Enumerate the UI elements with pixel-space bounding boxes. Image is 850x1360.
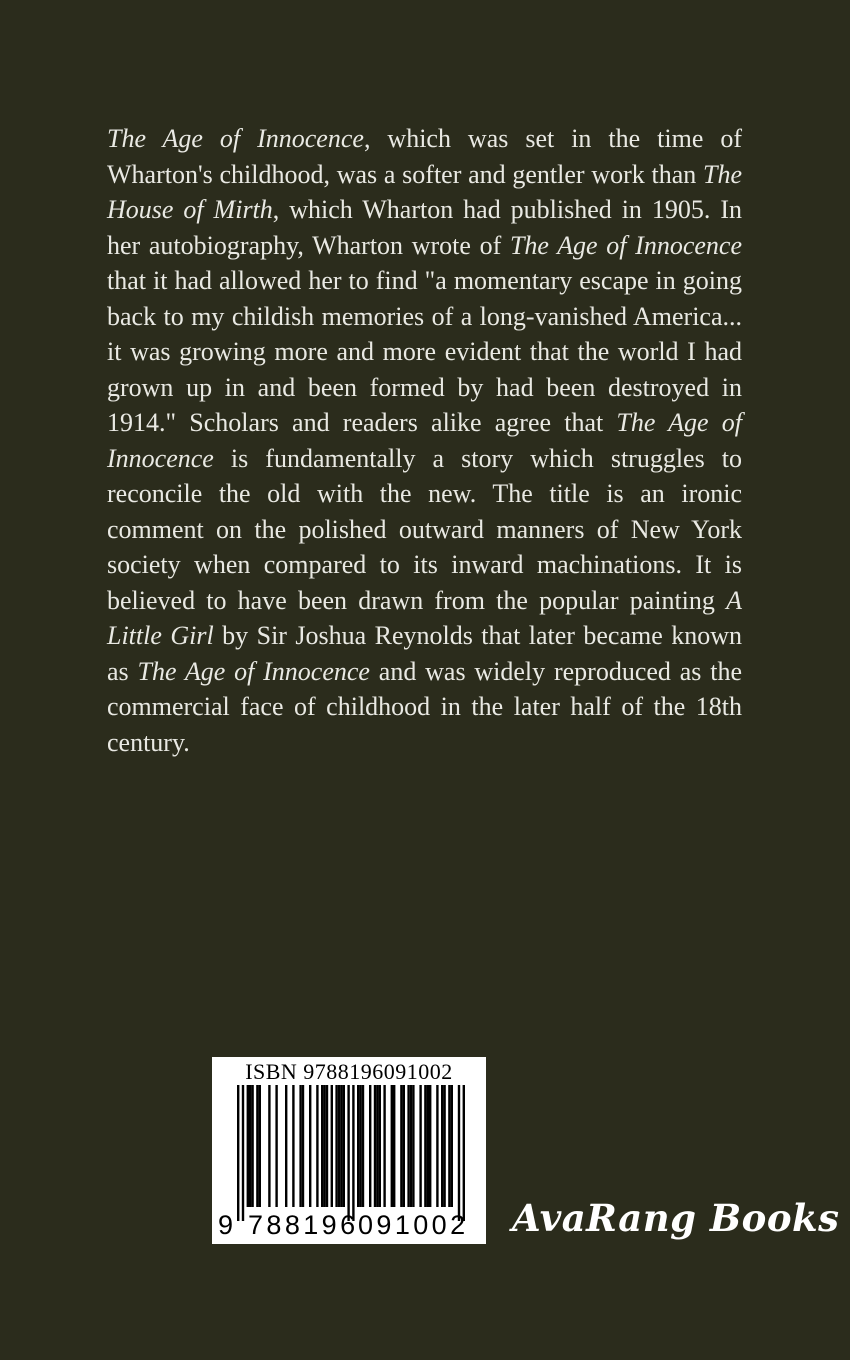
barcode-bar	[340, 1085, 342, 1207]
blurb-text: is fundamentally a story which struggles to reconcile the old with the new. The title is an ironic comment on the polished outward manners of New York society when compared to its inward machinations. It is believed to have been drawn from the popular painting	[107, 443, 742, 615]
barcode-bar	[285, 1085, 287, 1207]
blurb-text: , which was set in the time of Wharton's childhood, was a softer and gentler work than	[107, 124, 742, 189]
barcode-bar	[343, 1085, 345, 1207]
blurb-text: and was widely reproduced as the commercial face of childhood in the later half of the 18th century.	[107, 656, 742, 757]
barcode-bar	[369, 1085, 371, 1207]
barcode-bar	[376, 1085, 378, 1207]
isbn-label: ISBN 9788196091002	[245, 1059, 453, 1084]
barcode-bar	[335, 1085, 337, 1207]
barcode-bar	[448, 1085, 450, 1207]
barcode-bar	[419, 1085, 421, 1207]
back-cover-blurb	[107, 121, 742, 760]
barcode-bar	[451, 1085, 453, 1207]
barcode-bar	[292, 1085, 294, 1207]
barcode-bar	[374, 1085, 376, 1207]
barcode-bar	[302, 1085, 304, 1207]
painting-reference: A Little Girl	[107, 585, 742, 650]
barcode-bar	[403, 1085, 405, 1207]
blurb-text: , which Wharton had published in 1905. In her autobiography, Wharton wrote of	[107, 195, 742, 260]
barcode-bar	[429, 1085, 431, 1207]
barcode-bar	[268, 1085, 270, 1207]
barcode-bar	[458, 1085, 460, 1221]
barcode-bar	[400, 1085, 402, 1207]
barcode-bar	[331, 1085, 333, 1207]
barcode-bar	[338, 1085, 340, 1207]
title-reference: The Age of Innocence	[509, 230, 742, 260]
barcode-bar	[347, 1085, 349, 1221]
barcode-bar	[352, 1085, 354, 1221]
barcode-bar	[299, 1085, 301, 1207]
barcode-bar	[249, 1085, 251, 1207]
barcode-bar	[362, 1085, 364, 1207]
barcode-digit-first: 9	[218, 1210, 234, 1240]
barcode-bar	[436, 1085, 438, 1207]
barcode-bar	[393, 1085, 395, 1207]
barcode-bar	[427, 1085, 429, 1207]
barcode-bar	[275, 1085, 277, 1207]
barcode-bar	[259, 1085, 261, 1207]
barcode-bar	[251, 1085, 253, 1207]
title-reference: The Age of Innocence	[107, 408, 742, 473]
barcode-bar	[379, 1085, 381, 1207]
barcode-bar	[316, 1085, 318, 1207]
barcode-bar	[383, 1085, 385, 1207]
barcode-digits-left: 788196	[248, 1210, 359, 1240]
blurb-text: that it had allowed her to find "a momentary escape in going back to my childish memories of a long-vanished America... it was growing more and more evident that the world I had grown up in and been formed by had been destroyed in 1914." Scholars and readers alike agree that	[107, 266, 742, 437]
barcode-bar	[309, 1085, 311, 1207]
barcode-bar	[463, 1085, 465, 1221]
barcode-bar	[247, 1085, 249, 1207]
barcode-bar	[410, 1085, 412, 1207]
title-reference: The Age of Innocence	[107, 124, 364, 153]
barcode-bar	[256, 1085, 258, 1207]
isbn-barcode	[212, 1057, 486, 1244]
barcode-bar	[441, 1085, 443, 1207]
barcode-bar	[242, 1085, 244, 1221]
barcode-bar	[443, 1085, 445, 1207]
title-reference: The House of Mirth	[107, 159, 742, 224]
barcode-digits-right: 091002	[358, 1210, 469, 1240]
publisher-logo: AvaRang Books	[512, 1196, 840, 1240]
blurb-text: by Sir Joshua Reynolds that later became known as	[107, 621, 742, 686]
barcode-bar	[357, 1085, 359, 1207]
barcode-bar	[424, 1085, 426, 1207]
barcode-bar	[407, 1085, 409, 1207]
title-reference: The Age of Innocence	[137, 656, 370, 686]
barcode-bar	[237, 1085, 239, 1221]
barcode-bar	[412, 1085, 414, 1207]
barcode-bar	[359, 1085, 361, 1207]
barcode-bar	[326, 1085, 328, 1207]
barcode-bar	[323, 1085, 325, 1207]
barcode-bar	[321, 1085, 323, 1207]
barcode-bar	[391, 1085, 393, 1207]
